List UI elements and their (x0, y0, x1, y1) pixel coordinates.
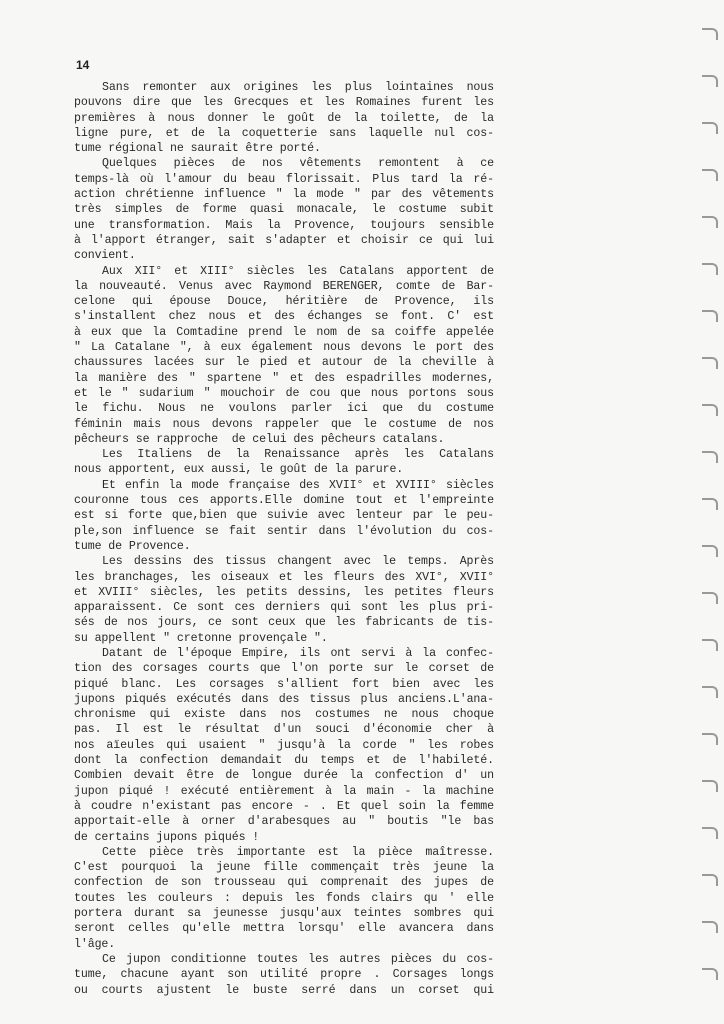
text-line: très simples de forme quasi monacale, le costume subit (74, 203, 494, 217)
text-line: ligne pure, et de la coquetterie sans laquelle nul cos- (74, 126, 494, 140)
text-line: ou courts ajustent le buste serré dans un corset qui (74, 983, 494, 997)
text-line: celone qui épouse Douce, héritière de Provence, ils (74, 295, 494, 309)
binding-ring (702, 827, 718, 839)
text-line: Quelques pièces de nos vêtements remontent à ce (102, 157, 494, 171)
text-line: Combien devait être de longue durée la confection d' un (74, 769, 494, 783)
body-text (74, 80, 494, 998)
binding-ring (702, 28, 718, 40)
text-line: tume régional ne saurait être porté. (74, 142, 321, 156)
binding-ring (702, 498, 718, 510)
text-line: de certains jupons piqués ! (74, 830, 260, 844)
text-line: Cette pièce très importante est la pièce maîtresse. (102, 845, 494, 859)
text-line: jupons piqués exécutés dans des tissus plus anciens.L'ana- (74, 692, 494, 706)
text-line: piqué blanc. Les corsages s'allient fort bien avec les (74, 677, 494, 691)
text-line: l'âge. (74, 937, 116, 951)
binding-ring (702, 75, 718, 87)
text-line: apportait-elle à orner d'arabesques au " boutis "le bas (74, 815, 494, 829)
spiral-binding (694, 20, 724, 1010)
binding-ring (702, 968, 718, 980)
text-line: les branchages, les oiseaux et les fleurs des XVI°, XVII° (74, 570, 494, 584)
text-line: action chrétienne influence " la mode " par des vêtements (74, 188, 494, 202)
binding-ring (702, 357, 718, 369)
binding-ring (702, 169, 718, 181)
text-line: toutes les couleurs : depuis les fonds clairs qu ' elle (74, 891, 494, 905)
text-line: seront celles qu'elle mettra lorsqu' elle avancera dans (74, 922, 494, 936)
text-line: couronne tous ces apports.Elle domine tout et l'empreinte (74, 494, 494, 508)
binding-ring (702, 733, 718, 745)
text-line: nos aïeules qui usaient " jusqu'à la corde " les robes (74, 738, 494, 752)
text-line: Les dessins des tissus changent avec le temps. Après (102, 555, 494, 569)
binding-ring (702, 545, 718, 557)
text-line: jupon piqué ! exécuté entièrement à la main - la machine (74, 784, 494, 798)
text-line: Datant de l'époque Empire, ils ont servi à la confec- (102, 646, 494, 660)
text-line: " La Catalane ", à eux également nous devons le port des (74, 341, 494, 355)
text-line: pouvons dire que les Grecques et les Romaines furent les (74, 96, 494, 110)
binding-ring (702, 921, 718, 933)
text-line: à coudre n'existant pas encore - . Et quel soin la femme (74, 799, 494, 813)
binding-ring (702, 216, 718, 228)
text-line: chaussures lacées sur le pied et autour de la cheville à (74, 356, 494, 370)
text-line: à eux que la Comtadine prend le nom de sa coiffe appelée (74, 325, 494, 339)
binding-ring (702, 263, 718, 275)
text-line: le fichu. Nous ne voulons parler ici que du costume (74, 402, 494, 416)
text-line: nous apportent, eux aussi, le goût de la parure. (74, 463, 404, 477)
page-number: 14 (76, 58, 90, 72)
text-line: pêcheurs se rapproche de celui des pêcheurs catalans. (74, 432, 445, 446)
text-line: Aux XII° et XIII° siècles les Catalans apportent de (102, 264, 494, 278)
binding-ring (702, 592, 718, 604)
text-line: et XVIII° siècles, les petits dessins, les petites fleurs (74, 585, 494, 599)
text-line: Ce jupon conditionne toutes les autres pièces du cos- (102, 952, 494, 966)
text-line: C'est pourquoi la jeune fille commençait très jeune la (74, 861, 494, 875)
text-line: convient. (74, 249, 136, 263)
text-line: une transformation. Mais la Provence, toujours sensible (74, 218, 494, 232)
text-line: apparaissent. Ce sont ces derniers qui sont les plus pri- (74, 601, 494, 615)
text-line: confection de son trousseau qui comprenait des jupes de (74, 876, 494, 890)
text-line: ple,son influence se fait sentir dans l'évolution du cos- (74, 524, 494, 538)
binding-ring (702, 874, 718, 886)
text-line: est si forte que,bien que suivie avec lenteur par le peu- (74, 509, 494, 523)
text-line: Sans remonter aux origines les plus lointaines nous (102, 81, 494, 94)
text-line: pas. Il est le résultat d'un souci d'économie cher à (74, 723, 494, 737)
text-line: dont la confection demandait du temps et de l'habileté. (74, 754, 494, 768)
binding-ring (702, 404, 718, 416)
binding-ring (702, 639, 718, 651)
text-line: tume, chacune ayant son utilité propre . Corsages longs (74, 968, 494, 982)
text-line: sés de nos jours, ce sont ceux que les fabricants de tis- (74, 616, 494, 630)
text-line: s'installent chez nous et des échanges se font. C' est (74, 310, 494, 324)
text-line: Et enfin la mode française des XVII° et XVIII° siècles (102, 478, 494, 492)
text-line: chronisme qui existe dans nos costumes ne nous choque (74, 708, 494, 722)
binding-ring (702, 122, 718, 134)
text-line: tion des corsages courts que l'on porte sur le corset de (74, 662, 494, 676)
text-line: tume de Provence. (74, 539, 191, 553)
text-line: la manière des " spartene " et des espadrilles modernes, (74, 371, 494, 385)
text-line: Les Italiens de la Renaissance après les Catalans (102, 448, 494, 462)
text-line: féminin mais nous devons rappeler que le costume de nos (74, 417, 494, 431)
text-line: portera durant sa jeunesse jusqu'aux teintes sombres qui (74, 907, 494, 921)
binding-ring (702, 686, 718, 698)
binding-ring (702, 780, 718, 792)
text-line: su appellent " cretonne provençale ". (74, 631, 328, 645)
text-line: et le " sudarium " mouchoir de cou que nous portons sous (74, 386, 494, 400)
binding-ring (702, 310, 718, 322)
text-line: la nouveauté. Venus avec Raymond BERENGER, comte de Bar- (74, 279, 494, 293)
binding-ring (702, 451, 718, 463)
text-line: premières à nous donner le goût de la toilette, de la (74, 111, 494, 125)
text-line: à l'apport étranger, sait s'adapter et choisir ce qui lui (74, 233, 494, 247)
text-line: temps-là où l'amour du beau florissait. Plus tard la ré- (74, 172, 494, 186)
